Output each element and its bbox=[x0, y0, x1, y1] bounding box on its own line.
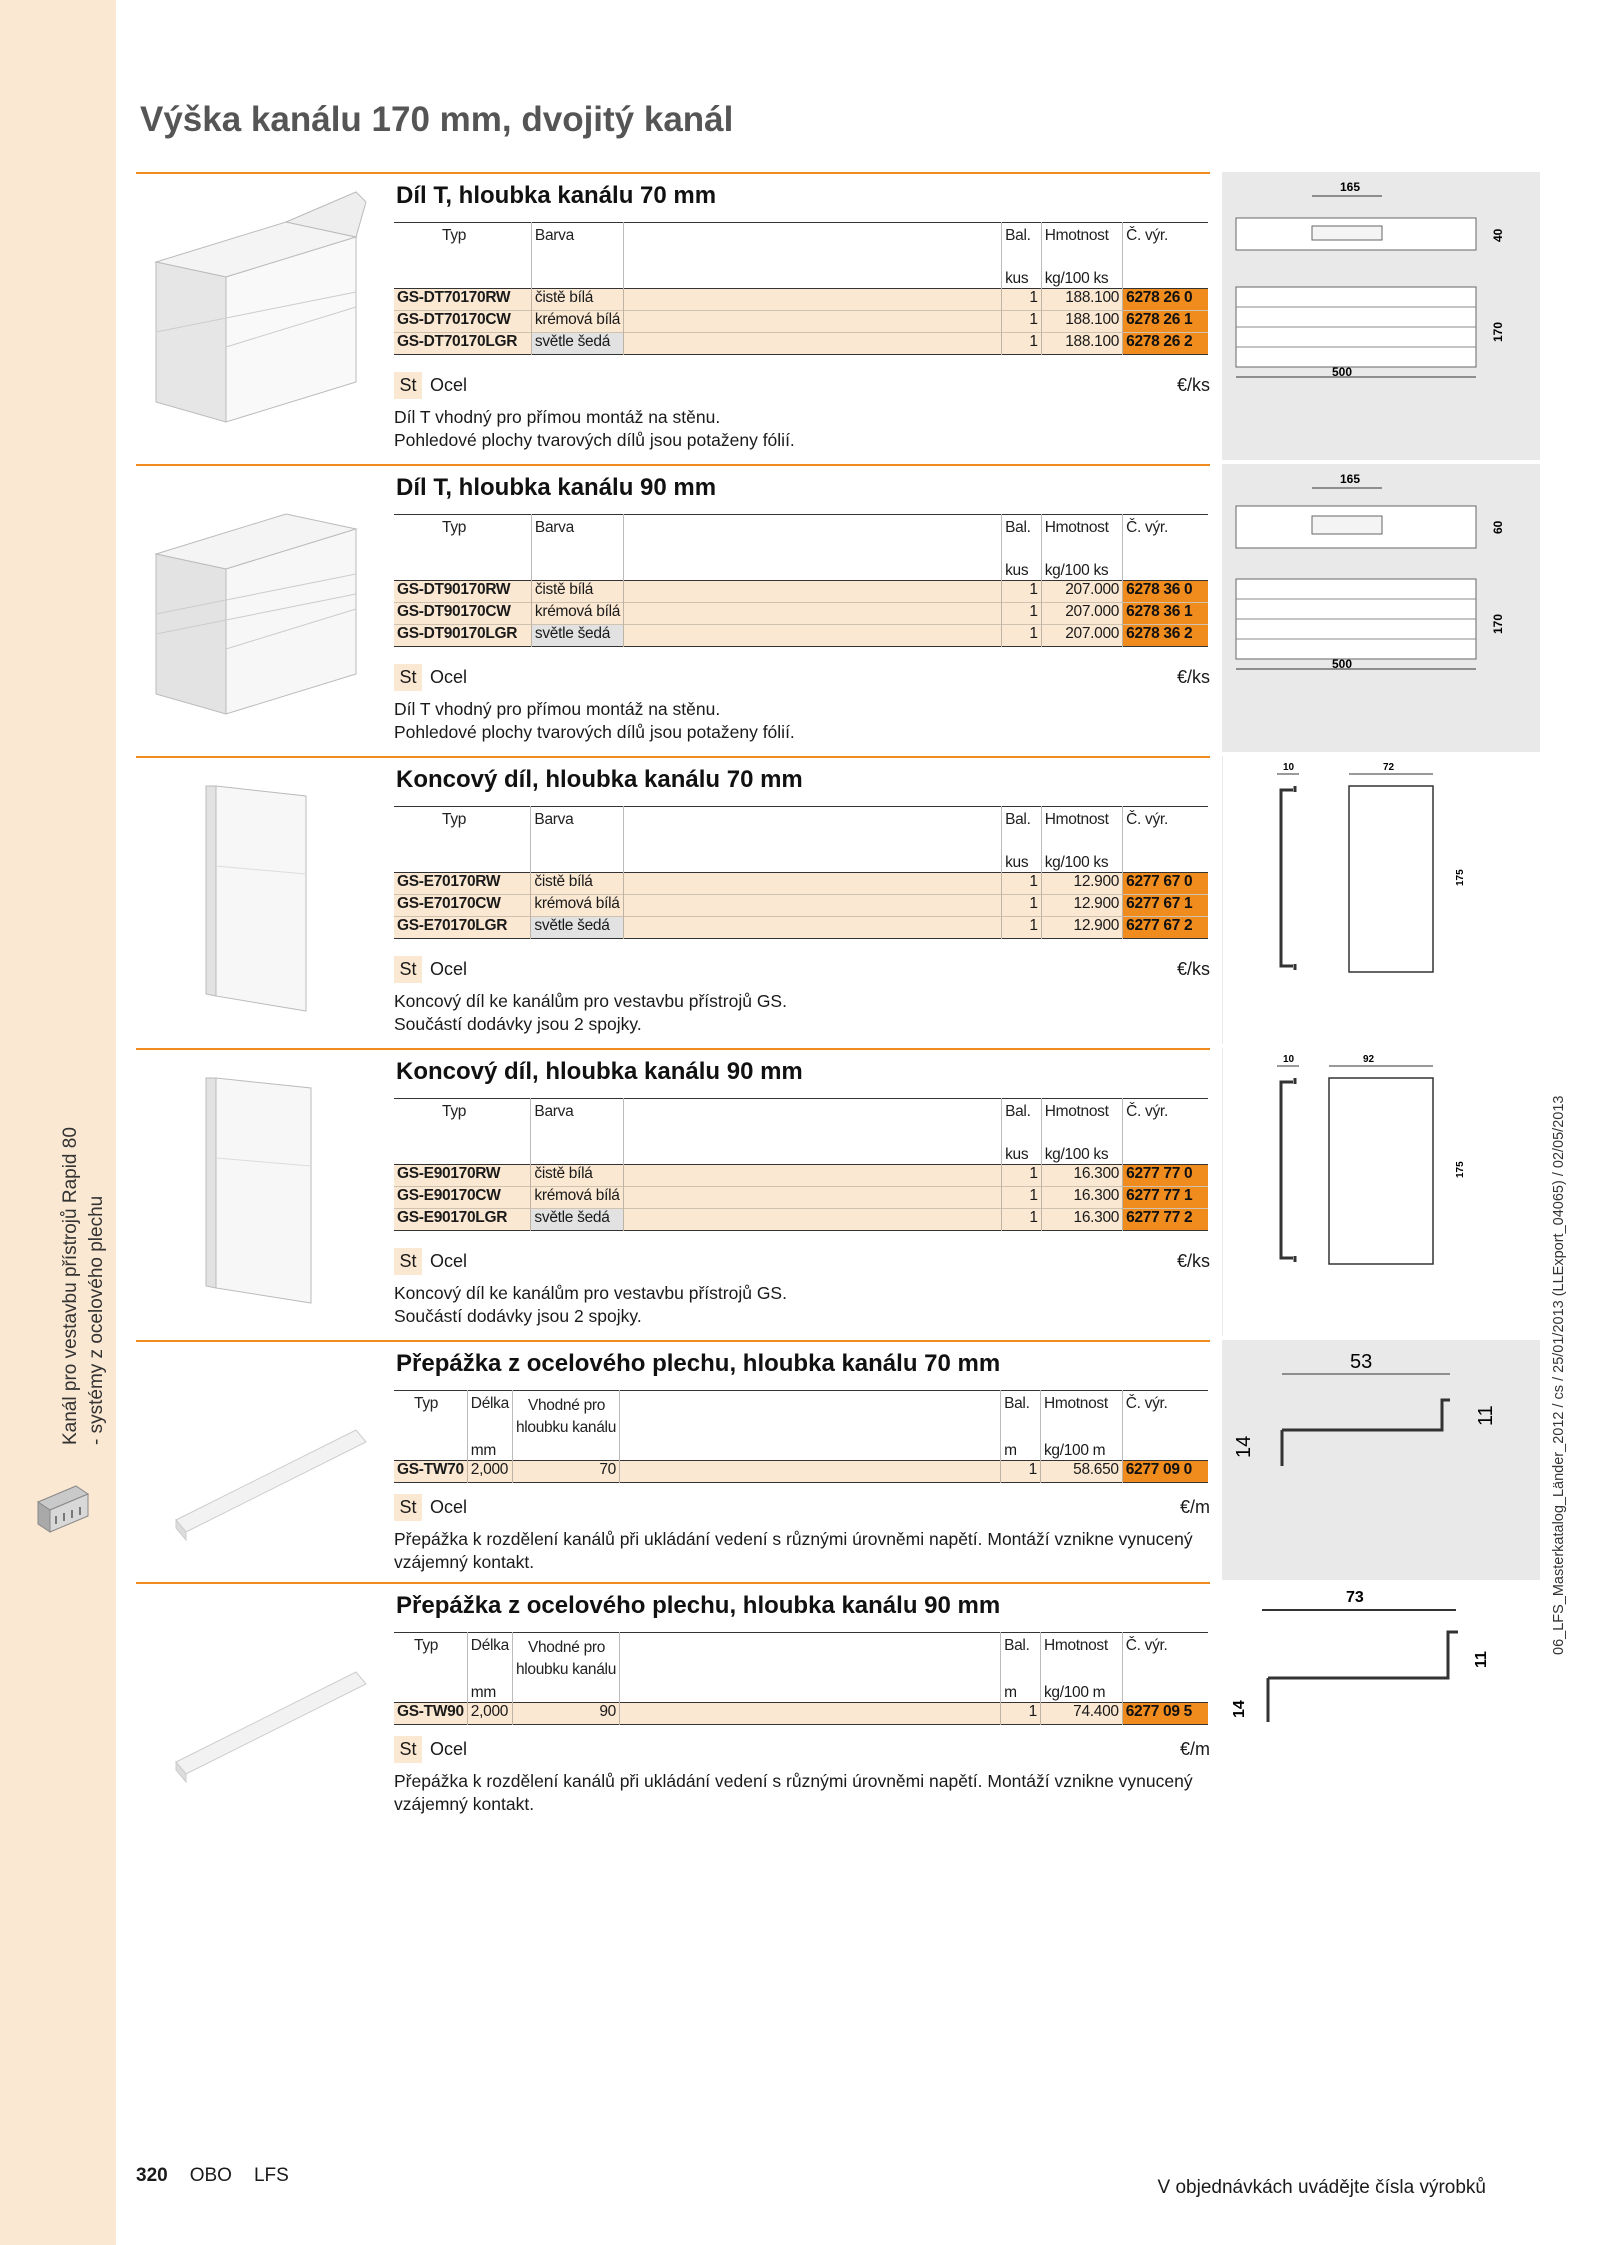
col-hmotnost: Hmotnost bbox=[1041, 807, 1122, 833]
page-number: 320 bbox=[136, 2165, 168, 2186]
cell-barva: čistě bílá bbox=[531, 580, 623, 602]
dimension-drawing bbox=[1222, 464, 1540, 752]
cell-barva: světle šedá bbox=[531, 624, 623, 646]
col-vhodne-line1: Vhodné pro bbox=[527, 1397, 606, 1414]
description bbox=[394, 406, 1204, 452]
cell-typ: GS-E70170CW bbox=[397, 894, 501, 912]
cell-barva: krémová bílá bbox=[531, 310, 623, 332]
col-barva: Barva bbox=[531, 1099, 623, 1125]
cell-article-number: 6277 67 1 bbox=[1123, 894, 1208, 916]
cell-article-number: 6277 77 0 bbox=[1123, 1164, 1208, 1186]
material-code: St bbox=[394, 1736, 422, 1763]
cell-article-number: 6278 36 2 bbox=[1123, 624, 1208, 646]
dim-label: 175 bbox=[1455, 1161, 1466, 1178]
cell-barva: čistě bílá bbox=[531, 1164, 623, 1186]
section-rule bbox=[136, 1048, 1210, 1050]
dimension-drawing bbox=[1222, 1048, 1541, 1336]
col-bal: Bal. bbox=[1002, 223, 1042, 249]
table-row bbox=[394, 894, 1208, 916]
dimension-drawing bbox=[1222, 756, 1541, 1044]
section-rule bbox=[136, 1582, 1210, 1584]
description bbox=[394, 990, 1204, 1036]
dimension-drawing bbox=[1222, 1340, 1540, 1580]
channel-product-icon bbox=[34, 1480, 92, 1538]
cell-typ: GS-DT70170CW bbox=[397, 310, 511, 328]
unit-hmotnost: kg/100 m bbox=[1040, 1681, 1122, 1703]
spec-table bbox=[394, 806, 1208, 939]
material-name: Ocel bbox=[430, 1739, 468, 1759]
cell-hmotnost: 74.400 bbox=[1040, 1703, 1122, 1725]
col-hmotnost: Hmotnost bbox=[1041, 223, 1122, 249]
product-photo-end-piece bbox=[136, 1058, 376, 1328]
cell-delka: 2,000 bbox=[467, 1461, 512, 1483]
col-typ: Typ bbox=[414, 1637, 439, 1654]
dim-label: 72 bbox=[1383, 762, 1395, 773]
dim-label: 10 bbox=[1283, 1054, 1295, 1065]
spec-table bbox=[394, 1098, 1208, 1231]
unit-bal: m bbox=[1001, 1681, 1041, 1703]
col-cvyr: Č. výr. bbox=[1122, 1391, 1208, 1440]
section-title: Koncový díl, hloubka kanálu 70 mm bbox=[396, 766, 803, 793]
cell-bal: 1 bbox=[1002, 894, 1042, 916]
table-row bbox=[394, 288, 1208, 310]
left-margin-band bbox=[0, 0, 116, 2245]
cell-article-number: 6278 36 0 bbox=[1123, 580, 1208, 602]
spec-table bbox=[394, 1390, 1208, 1483]
cell-hmotnost: 12.900 bbox=[1041, 916, 1122, 938]
cell-article-number: 6278 26 2 bbox=[1123, 332, 1208, 354]
section-title: Díl T, hloubka kanálu 70 mm bbox=[396, 182, 717, 209]
unit-bal: m bbox=[1001, 1439, 1041, 1461]
dimension-drawing bbox=[1222, 1582, 1540, 1822]
col-barva: Barva bbox=[531, 807, 623, 833]
cell-typ: GS-DT90170LGR bbox=[397, 624, 518, 642]
cell-bal: 1 bbox=[1002, 602, 1042, 624]
dim-label: 165 bbox=[1340, 180, 1361, 194]
section-rule bbox=[136, 464, 1210, 466]
material-name: Ocel bbox=[430, 959, 468, 979]
cell-bal: 1 bbox=[1002, 332, 1042, 354]
cell-barva: čistě bílá bbox=[531, 288, 623, 310]
cell-hmotnost: 188.100 bbox=[1041, 332, 1122, 354]
material-row bbox=[394, 664, 1210, 691]
description bbox=[394, 1282, 1204, 1328]
dim-label: 500 bbox=[1332, 657, 1353, 671]
col-vhodne bbox=[512, 1391, 619, 1440]
col-delka: Délka bbox=[467, 1633, 512, 1682]
material-row bbox=[394, 1736, 1210, 1763]
cell-bal: 1 bbox=[1001, 1703, 1041, 1725]
material-code: St bbox=[394, 1494, 422, 1521]
dim-label: 73 bbox=[1346, 1589, 1364, 1606]
price-unit: €/ks bbox=[1176, 375, 1210, 395]
table-row bbox=[394, 580, 1208, 602]
cell-article-number: 6277 67 2 bbox=[1123, 916, 1208, 938]
cell-bal: 1 bbox=[1002, 872, 1042, 894]
dimension-drawing bbox=[1222, 172, 1540, 460]
cell-barva: světle šedá bbox=[531, 1208, 623, 1230]
description-line: Díl T vhodný pro přímou montáž na stěnu. bbox=[394, 407, 721, 427]
description-line: Koncový díl ke kanálům pro vestavbu přístrojů GS. bbox=[394, 1283, 787, 1303]
cell-hmotnost: 16.300 bbox=[1041, 1186, 1122, 1208]
col-bal: Bal. bbox=[1001, 1633, 1041, 1682]
cell-article-number: 6277 67 0 bbox=[1123, 872, 1208, 894]
cell-hmotnost: 58.650 bbox=[1040, 1461, 1122, 1483]
cell-hmotnost: 188.100 bbox=[1041, 288, 1122, 310]
cell-hmotnost: 16.300 bbox=[1041, 1208, 1122, 1230]
table-row bbox=[394, 1461, 1208, 1483]
col-cvyr: Č. výr. bbox=[1123, 1099, 1208, 1125]
col-typ: Typ bbox=[442, 227, 467, 244]
section-title: Přepážka z ocelového plechu, hloubka kanálu 70 mm bbox=[396, 1350, 1001, 1377]
cell-typ: GS-DT70170LGR bbox=[397, 332, 518, 350]
cell-hmotnost: 207.000 bbox=[1041, 624, 1122, 646]
unit-bal: kus bbox=[1002, 248, 1042, 288]
table-row bbox=[394, 1703, 1208, 1725]
dim-label: 170 bbox=[1491, 613, 1505, 634]
cell-hmotnost: 207.000 bbox=[1041, 580, 1122, 602]
catalog-code: 06_LFS_Masterkatalog_Länder_2012 / cs / 25/01/2013 (LLExport_04065) / 02/05/2013 bbox=[1551, 1095, 1567, 1655]
price-unit: €/m bbox=[1179, 1739, 1210, 1759]
material-name: Ocel bbox=[430, 1251, 468, 1271]
table-row bbox=[394, 310, 1208, 332]
cell-typ: GS-DT90170CW bbox=[397, 602, 511, 620]
unit-bal: kus bbox=[1002, 832, 1042, 872]
dim-label: 60 bbox=[1491, 520, 1505, 534]
material-code: St bbox=[394, 1248, 422, 1275]
product-photo-t-piece bbox=[136, 182, 376, 452]
dim-label: 92 bbox=[1363, 1054, 1375, 1065]
footer-brand: LFS bbox=[253, 2165, 289, 2186]
cell-hmotnost: 12.900 bbox=[1041, 894, 1122, 916]
table-row bbox=[394, 1186, 1208, 1208]
col-hmotnost: Hmotnost bbox=[1040, 1633, 1122, 1682]
cell-barva: světle šedá bbox=[531, 332, 623, 354]
section-title: Díl T, hloubka kanálu 90 mm bbox=[396, 474, 717, 501]
cell-article-number: 6278 36 1 bbox=[1123, 602, 1208, 624]
col-delka: Délka bbox=[467, 1391, 512, 1440]
side-text-line2: - systémy z ocelového plechu bbox=[86, 1195, 107, 1445]
cell-bal: 1 bbox=[1002, 1186, 1042, 1208]
product-photo-t-piece bbox=[136, 474, 376, 744]
material-name: Ocel bbox=[430, 1497, 468, 1517]
unit-hmotnost: kg/100 ks bbox=[1041, 832, 1122, 872]
spec-table bbox=[394, 222, 1208, 355]
product-photo-partition bbox=[136, 1592, 376, 1812]
material-name: Ocel bbox=[430, 375, 468, 395]
col-typ: Typ bbox=[442, 811, 467, 828]
col-typ: Typ bbox=[414, 1395, 439, 1412]
cell-article-number: 6278 26 0 bbox=[1123, 288, 1208, 310]
table-row bbox=[394, 332, 1208, 354]
dim-label: 11 bbox=[1475, 1405, 1497, 1426]
table-row bbox=[394, 872, 1208, 894]
price-unit: €/ks bbox=[1176, 1251, 1210, 1271]
cell-barva: krémová bílá bbox=[531, 1186, 623, 1208]
material-code: St bbox=[394, 372, 422, 399]
cell-hmotnost: 16.300 bbox=[1041, 1164, 1122, 1186]
material-row bbox=[394, 1494, 1210, 1521]
price-unit: €/m bbox=[1179, 1497, 1210, 1517]
section-rule bbox=[136, 1340, 1210, 1342]
unit-delka: mm bbox=[467, 1681, 512, 1703]
dim-label: 11 bbox=[1473, 1651, 1490, 1668]
col-cvyr: Č. výr. bbox=[1122, 1633, 1208, 1682]
spec-table bbox=[394, 514, 1208, 647]
cell-bal: 1 bbox=[1002, 310, 1042, 332]
price-unit: €/ks bbox=[1176, 959, 1210, 979]
cell-bal: 1 bbox=[1002, 1164, 1042, 1186]
description-line: Pohledové plochy tvarových dílů jsou potaženy fólií. bbox=[394, 722, 795, 742]
description: Přepážka k rozdělení kanálů při ukládání vedení s různými úrovněmi napětí. Montáží vznikne vynucený vzájemný kontakt. bbox=[394, 1771, 1193, 1814]
cell-article-number: 6277 09 5 bbox=[1122, 1703, 1208, 1725]
material-code: St bbox=[394, 664, 422, 691]
col-bal: Bal. bbox=[1002, 515, 1042, 541]
cell-hmotnost: 188.100 bbox=[1041, 310, 1122, 332]
material-code: St bbox=[394, 956, 422, 983]
col-typ: Typ bbox=[442, 1103, 467, 1120]
unit-hmotnost: kg/100 ks bbox=[1041, 540, 1122, 580]
cell-typ: GS-DT90170RW bbox=[397, 580, 511, 598]
cell-bal: 1 bbox=[1002, 624, 1042, 646]
dim-label: 40 bbox=[1491, 228, 1505, 242]
unit-hmotnost: kg/100 m bbox=[1040, 1439, 1122, 1461]
table-row bbox=[394, 602, 1208, 624]
col-vhodne-line2: hloubku kanálu bbox=[515, 1419, 617, 1436]
cell-typ: GS-E90170LGR bbox=[397, 1208, 508, 1226]
description-line: Koncový díl ke kanálům pro vestavbu přístrojů GS. bbox=[394, 991, 787, 1011]
product-photo-partition bbox=[136, 1350, 376, 1570]
cell-hmotnost: 12.900 bbox=[1041, 872, 1122, 894]
col-hmotnost: Hmotnost bbox=[1040, 1391, 1122, 1440]
col-vhodne-line2: hloubku kanálu bbox=[515, 1661, 617, 1678]
col-cvyr: Č. výr. bbox=[1123, 515, 1208, 541]
col-typ: Typ bbox=[442, 519, 467, 536]
cell-delka: 2,000 bbox=[467, 1703, 512, 1725]
description-line: Díl T vhodný pro přímou montáž na stěnu. bbox=[394, 699, 721, 719]
col-barva: Barva bbox=[531, 223, 623, 249]
col-hmotnost: Hmotnost bbox=[1041, 515, 1122, 541]
col-vhodne bbox=[512, 1633, 619, 1682]
col-vhodne-line1: Vhodné pro bbox=[527, 1639, 606, 1656]
cell-bal: 1 bbox=[1002, 580, 1042, 602]
col-bal: Bal. bbox=[1002, 1099, 1042, 1125]
col-hmotnost: Hmotnost bbox=[1041, 1099, 1122, 1125]
table-row bbox=[394, 916, 1208, 938]
cell-bal: 1 bbox=[1002, 288, 1042, 310]
section-title: Koncový díl, hloubka kanálu 90 mm bbox=[396, 1058, 803, 1085]
cell-bal: 1 bbox=[1002, 1208, 1042, 1230]
dim-label: 175 bbox=[1455, 869, 1466, 886]
dim-label: 500 bbox=[1332, 365, 1353, 379]
spec-table bbox=[394, 1632, 1208, 1725]
table-row bbox=[394, 1208, 1208, 1230]
cell-typ: GS-E90170RW bbox=[397, 1164, 501, 1182]
material-name: Ocel bbox=[430, 667, 468, 687]
table-row bbox=[394, 624, 1208, 646]
description-line: Součástí dodávky jsou 2 spojky. bbox=[394, 1306, 642, 1326]
col-bal: Bal. bbox=[1002, 807, 1042, 833]
unit-bal: kus bbox=[1002, 1124, 1042, 1164]
cell-typ: GS-DT70170RW bbox=[397, 288, 511, 306]
footer-brand: OBO bbox=[189, 2165, 232, 2186]
side-text-line1: Kanál pro vestavbu přístrojů Rapid 80 bbox=[60, 1127, 81, 1445]
cell-article-number: 6278 26 1 bbox=[1123, 310, 1208, 332]
price-unit: €/ks bbox=[1176, 667, 1210, 687]
page-title: Výška kanálu 170 mm, dvojitý kanál bbox=[140, 100, 734, 139]
dim-label: 170 bbox=[1491, 321, 1505, 342]
cell-vhodne: 70 bbox=[512, 1461, 619, 1483]
cell-typ: GS-TW70 bbox=[397, 1461, 464, 1478]
description-line: Pohledové plochy tvarových dílů jsou potaženy fólií. bbox=[394, 430, 795, 450]
side-category-text bbox=[58, 1127, 110, 1445]
cell-article-number: 6277 09 0 bbox=[1122, 1461, 1208, 1483]
description-line: Součástí dodávky jsou 2 spojky. bbox=[394, 1014, 642, 1034]
cell-article-number: 6277 77 2 bbox=[1123, 1208, 1208, 1230]
description: Přepážka k rozdělení kanálů při ukládání vedení s různými úrovněmi napětí. Montáží vznikne vynucený vzájemný kontakt. bbox=[394, 1529, 1193, 1572]
table-row bbox=[394, 1164, 1208, 1186]
material-row bbox=[394, 1248, 1210, 1275]
cell-typ: GS-E90170CW bbox=[397, 1186, 501, 1204]
cell-hmotnost: 207.000 bbox=[1041, 602, 1122, 624]
dim-label: 53 bbox=[1350, 1351, 1373, 1373]
cell-bal: 1 bbox=[1001, 1461, 1041, 1483]
cell-barva: krémová bílá bbox=[531, 894, 623, 916]
col-bal: Bal. bbox=[1001, 1391, 1041, 1440]
section-title: Přepážka z ocelového plechu, hloubka kanálu 90 mm bbox=[396, 1592, 1001, 1619]
cell-typ: GS-TW90 bbox=[397, 1703, 464, 1720]
product-photo-end-piece bbox=[136, 766, 376, 1036]
col-barva: Barva bbox=[531, 515, 623, 541]
unit-hmotnost: kg/100 ks bbox=[1041, 248, 1122, 288]
cell-barva: čistě bílá bbox=[531, 872, 623, 894]
unit-delka: mm bbox=[467, 1439, 512, 1461]
cell-typ: GS-E70170LGR bbox=[397, 916, 508, 934]
description bbox=[394, 698, 1204, 744]
footer-left bbox=[136, 2165, 311, 2187]
cell-barva: světle šedá bbox=[531, 916, 623, 938]
dim-label: 14 bbox=[1233, 1435, 1255, 1458]
unit-bal: kus bbox=[1002, 540, 1042, 580]
col-cvyr: Č. výr. bbox=[1123, 223, 1208, 249]
dim-label: 14 bbox=[1231, 1700, 1248, 1718]
footer-note: V objednávkách uvádějte čísla výrobků bbox=[1157, 2177, 1486, 2198]
unit-hmotnost: kg/100 ks bbox=[1041, 1124, 1122, 1164]
cell-barva: krémová bílá bbox=[531, 602, 623, 624]
section-rule bbox=[136, 172, 1210, 174]
cell-bal: 1 bbox=[1002, 916, 1042, 938]
section-rule bbox=[136, 756, 1210, 758]
material-row bbox=[394, 956, 1210, 983]
dim-label: 10 bbox=[1283, 762, 1295, 773]
cell-vhodne: 90 bbox=[512, 1703, 619, 1725]
cell-typ: GS-E70170RW bbox=[397, 872, 501, 890]
cell-article-number: 6277 77 1 bbox=[1123, 1186, 1208, 1208]
material-row bbox=[394, 372, 1210, 399]
col-cvyr: Č. výr. bbox=[1123, 807, 1208, 833]
dim-label: 165 bbox=[1340, 472, 1361, 486]
